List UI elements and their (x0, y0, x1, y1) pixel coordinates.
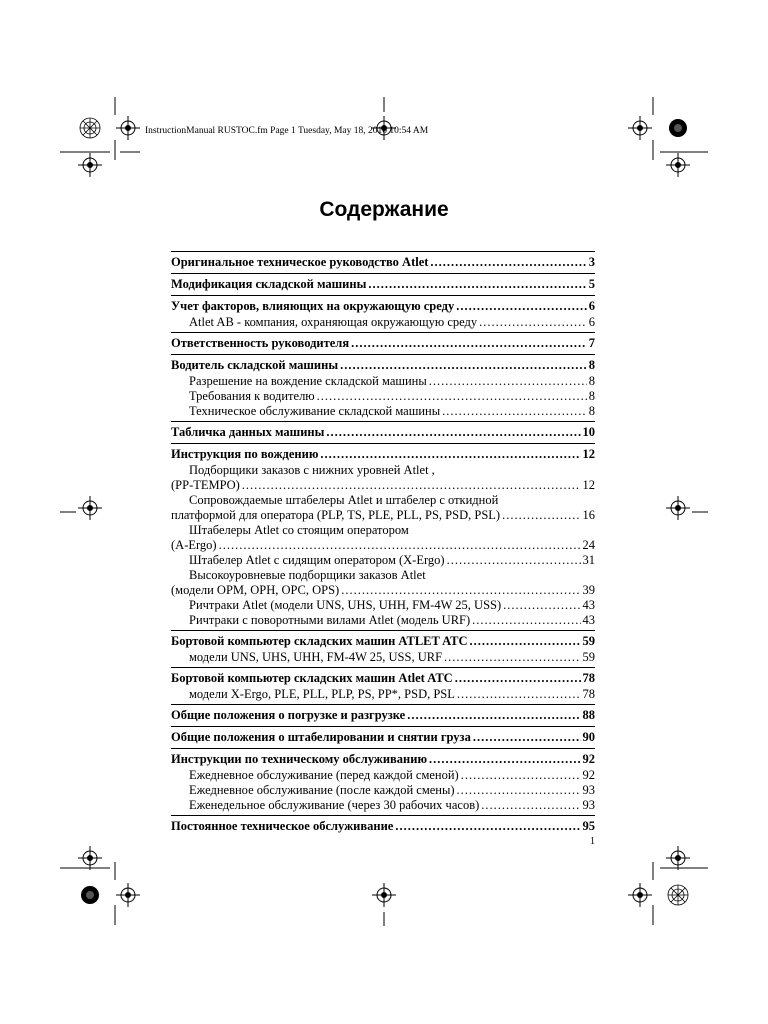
dot-leader (341, 583, 580, 598)
dot-leader (340, 357, 587, 374)
dot-leader (395, 818, 580, 835)
toc-section (171, 726, 595, 746)
toc-entry-label: Сопровождаемые штабелеры Atlet и штабелер с откидной (189, 493, 499, 507)
toc-entry[interactable] (171, 463, 595, 478)
toc-entry-label: Бортовой компьютер складских машин Atlet ATC (171, 671, 453, 685)
toc-entry-label: Ежедневное обслуживание (после каждой смены) (189, 783, 455, 797)
dot-leader (473, 729, 581, 746)
toc-section (171, 354, 595, 419)
dot-leader (326, 424, 580, 441)
toc-entry-label: Еженедельное обслуживание (через 30 рабочих часов) (189, 798, 480, 812)
dot-leader (429, 751, 580, 768)
toc-entry-label: Требования к водителю (189, 389, 315, 403)
toc-entry[interactable] (171, 613, 595, 628)
dot-leader (407, 707, 580, 724)
toc-entry-page-number: 93 (582, 798, 595, 812)
toc-entry-page-number: 8 (588, 358, 595, 372)
toc-entry[interactable] (171, 687, 595, 702)
toc-entry-label: Разрешение на вождение складской машины (189, 374, 427, 388)
toc-entry[interactable] (171, 538, 595, 553)
toc-entry-label: платформой для оператора (PLP, TS, PLE, PLL, PS, PSD, PSL) (171, 508, 501, 522)
page-title: Содержание (319, 198, 449, 221)
toc-section (171, 251, 595, 271)
toc-entry-label: Штабелеры Atlet со стоящим оператором (189, 523, 409, 537)
toc-entry-page-number: 10 (582, 425, 595, 439)
toc-entry-page-number: 92 (582, 752, 595, 766)
dot-leader (429, 374, 587, 389)
toc-entry-page-number: 88 (582, 708, 595, 722)
toc-entry[interactable] (171, 553, 595, 568)
toc-entry-page-number: 43 (582, 613, 595, 627)
table-of-contents (171, 251, 595, 837)
toc-entry-page-number: 43 (582, 598, 595, 612)
dot-leader (444, 650, 580, 665)
toc-entry[interactable] (171, 335, 595, 352)
dot-leader (502, 508, 580, 523)
toc-section (171, 704, 595, 724)
dot-leader (479, 315, 587, 330)
toc-entry[interactable] (171, 729, 595, 746)
toc-entry-page-number: 78 (582, 671, 595, 685)
dot-leader (430, 254, 586, 271)
toc-entry[interactable] (171, 523, 595, 538)
toc-entry-label: Atlet AB - компания, охраняющая окружающую среду (189, 315, 478, 329)
toc-entry-label: Техническое обслуживание складской машины (189, 404, 441, 418)
toc-entry[interactable] (171, 298, 595, 315)
dot-leader (442, 404, 587, 419)
toc-section (171, 748, 595, 813)
dot-leader (455, 670, 581, 687)
toc-entry-label: Водитель складской машины (171, 358, 339, 372)
toc-section (171, 295, 595, 330)
toc-entry-page-number: 39 (582, 583, 595, 597)
toc-entry[interactable] (171, 404, 595, 419)
toc-entry-page-number: 78 (582, 687, 595, 701)
toc-section (171, 443, 595, 628)
toc-entry-page-number: 12 (582, 447, 595, 461)
print-header: InstructionManual RUSTOC.fm Page 1 Tuesday, May 18, 2010 10:54 AM (145, 126, 429, 136)
toc-entry[interactable] (171, 478, 595, 493)
toc-entry-label: модели X-Ergo, PLE, PLL, PLP, PS, PP*, PSD, PSL (189, 687, 455, 701)
dot-leader (457, 687, 581, 702)
dot-leader (242, 478, 581, 493)
toc-entry-label: Высокоуровневые подборщики заказов Atlet (189, 568, 426, 582)
toc-entry-page-number: 7 (588, 336, 595, 350)
toc-entry[interactable] (171, 707, 595, 724)
toc-entry-page-number: 12 (582, 478, 595, 492)
toc-entry-page-number: 31 (582, 553, 595, 567)
toc-entry[interactable] (171, 633, 595, 650)
toc-entry-label: Общие положения о погрузке и разгрузке (171, 708, 406, 722)
toc-entry-page-number: 8 (588, 404, 595, 418)
toc-entry-page-number: 8 (588, 389, 595, 403)
toc-entry-label: (PP-TEMPO) (171, 478, 240, 492)
toc-section (171, 421, 595, 441)
toc-entry-page-number: 16 (582, 508, 595, 522)
dot-leader (317, 389, 587, 404)
toc-section (171, 667, 595, 702)
dot-leader (320, 446, 580, 463)
dot-leader (219, 538, 581, 553)
toc-entry-label: Инструкция по вождению (171, 447, 319, 461)
toc-entry[interactable] (171, 670, 595, 687)
toc-entry-label: Ричтраки Atlet (модели UNS, UHS, UHH, FM-4W 25, USS) (189, 598, 502, 612)
dot-leader (457, 783, 581, 798)
toc-entry-label: модели UNS, UHS, UHH, FM-4W 25, USS, URF (189, 650, 443, 664)
toc-entry-page-number: 59 (582, 634, 595, 648)
toc-section (171, 273, 595, 293)
toc-entry-label: Ответственность руководителя (171, 336, 350, 350)
toc-entry[interactable] (171, 374, 595, 389)
toc-entry[interactable] (171, 276, 595, 293)
toc-entry-label: Штабелер Atlet с сидящим оператором (X-Ergo) (189, 553, 445, 567)
toc-entry[interactable] (171, 768, 595, 783)
toc-entry-label: Ежедневное обслуживание (перед каждой сменой) (189, 768, 459, 782)
toc-entry-page-number: 6 (588, 315, 595, 329)
toc-section (171, 332, 595, 352)
toc-entry[interactable] (171, 389, 595, 404)
toc-entry-label: Постоянное техническое обслуживание (171, 819, 394, 833)
dot-leader (481, 798, 580, 813)
toc-entry-page-number: 93 (582, 783, 595, 797)
toc-entry[interactable] (171, 315, 595, 330)
toc-entry-label: (модели OPM, OPH, OPC, OPS) (171, 583, 340, 597)
toc-section (171, 630, 595, 665)
page-number: 1 (590, 836, 595, 847)
toc-entry-page-number: 5 (588, 277, 595, 291)
dot-leader (456, 298, 587, 315)
dot-leader (470, 633, 581, 650)
toc-entry-label: Бортовой компьютер складских машин ATLET ATC (171, 634, 468, 648)
toc-entry-label: Ричтраки с поворотными вилами Atlet (модель URF) (189, 613, 471, 627)
toc-entry[interactable] (171, 798, 595, 813)
toc-entry-label: Учет факторов, влияющих на окружающую среду (171, 299, 455, 313)
toc-entry[interactable] (171, 568, 595, 583)
toc-entry-page-number: 90 (582, 730, 595, 744)
toc-entry[interactable] (171, 598, 595, 613)
toc-entry[interactable] (171, 446, 595, 463)
dot-leader (503, 598, 580, 613)
toc-entry-label: Подборщики заказов с нижних уровней Atlet , (189, 463, 435, 477)
toc-entry[interactable] (171, 783, 595, 798)
toc-entry[interactable] (171, 493, 595, 508)
toc-entry[interactable] (171, 583, 595, 598)
toc-section (171, 815, 595, 835)
toc-entry-label: Инструкции по техническому обслуживанию (171, 752, 428, 766)
toc-entry-page-number: 59 (582, 650, 595, 664)
dot-leader (368, 276, 586, 293)
toc-entry[interactable] (171, 818, 595, 835)
toc-entry-page-number: 92 (582, 768, 595, 782)
toc-entry[interactable] (171, 508, 595, 523)
toc-entry[interactable] (171, 751, 595, 768)
dot-leader (472, 613, 580, 628)
dot-leader (447, 553, 581, 568)
toc-entry[interactable] (171, 357, 595, 374)
toc-entry-page-number: 8 (588, 374, 595, 388)
toc-entry-label: Общие положения о штабелировании и снятии груза (171, 730, 471, 744)
toc-entry[interactable] (171, 424, 595, 441)
toc-entry-page-number: 95 (582, 819, 595, 833)
toc-entry-label: (A-Ergo) (171, 538, 217, 552)
toc-entry-label: Табличка данных машины (171, 425, 325, 439)
toc-entry[interactable] (171, 254, 595, 271)
dot-leader (461, 768, 581, 783)
toc-entry-page-number: 3 (588, 255, 595, 269)
toc-entry-label: Оригинальное техническое руководство Atlet (171, 255, 429, 269)
toc-entry-page-number: 24 (582, 538, 595, 552)
toc-entry[interactable] (171, 650, 595, 665)
dot-leader (351, 335, 587, 352)
toc-entry-page-number: 6 (588, 299, 595, 313)
toc-entry-label: Модификация складской машины (171, 277, 367, 291)
